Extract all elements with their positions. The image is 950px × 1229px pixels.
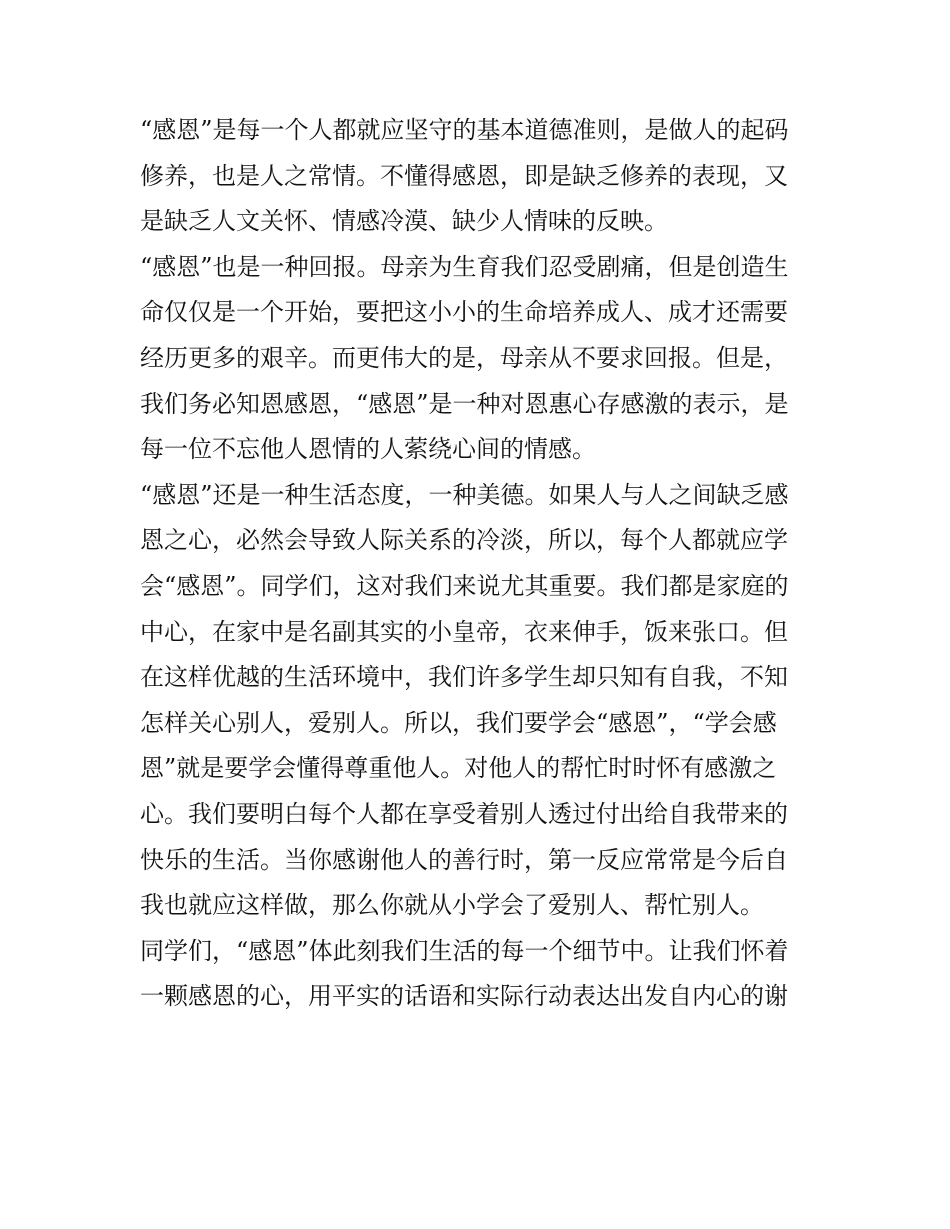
text-line: 是缺乏人文关怀、情感冷漠、缺少人情味的反映。: [140, 207, 668, 236]
text-line: 心。我们要明白每个人都在享受着别人透过付出给自我带来的: [140, 799, 788, 828]
document-body: [140, 108, 820, 1020]
text-line: 恩之心，必然会导致人际关系的冷淡，所以，每个人都就应学: [140, 526, 788, 555]
text-line: 一颗感恩的心，用平实的话语和实际行动表达出发自内心的谢: [140, 982, 788, 1011]
text-line: 修养，也是人之常情。不懂得感恩，即是缺乏修养的表现，又: [140, 161, 788, 190]
text-line: 经历更多的艰辛。而更伟大的是，母亲从不要求回报。但是，: [140, 343, 788, 372]
text-line: 恩”就是要学会懂得尊重他人。对他人的帮忙时时怀有感激之: [140, 754, 777, 783]
text-line: 我们务必知恩感恩，“感恩”是一种对恩惠心存感激的表示，是: [140, 389, 789, 418]
text-line: 会“感恩”。同学们，这对我们来说尤其重要。我们都是家庭的: [140, 571, 789, 600]
text-line: 怎样关心别人，爱别人。所以，我们要学会“感恩”，“学会感: [140, 708, 777, 737]
text-line: 中心，在家中是名副其实的小皇帝，衣来伸手，饭来张口。但: [140, 617, 788, 646]
text-line: 在这样优越的生活环境中，我们许多学生却只知有自我，不知: [140, 663, 788, 692]
text-line: “感恩”还是一种生活态度，一种美德。如果人与人之间缺乏感: [140, 480, 789, 509]
text-line: 快乐的生活。当你感谢他人的善行时，第一反应常常是今后自: [140, 845, 788, 874]
text-line: 每一位不忘他人恩情的人萦绕心间的情感。: [140, 435, 596, 464]
text-line: 同学们，“感恩”体此刻我们生活的每一个细节中。让我们怀着: [140, 936, 789, 965]
text-line: 命仅仅是一个开始，要把这小小的生命培养成人、成才还需要: [140, 298, 788, 327]
text-line: 我也就应这样做，那么你就从小学会了爱别人、帮忙别人。: [140, 891, 764, 920]
text-line: “感恩”是每一个人都就应坚守的基本道德准则，是做人的起码: [140, 116, 789, 144]
text-line: “感恩”也是一种回报。母亲为生育我们忍受剧痛，但是创造生: [140, 252, 789, 281]
